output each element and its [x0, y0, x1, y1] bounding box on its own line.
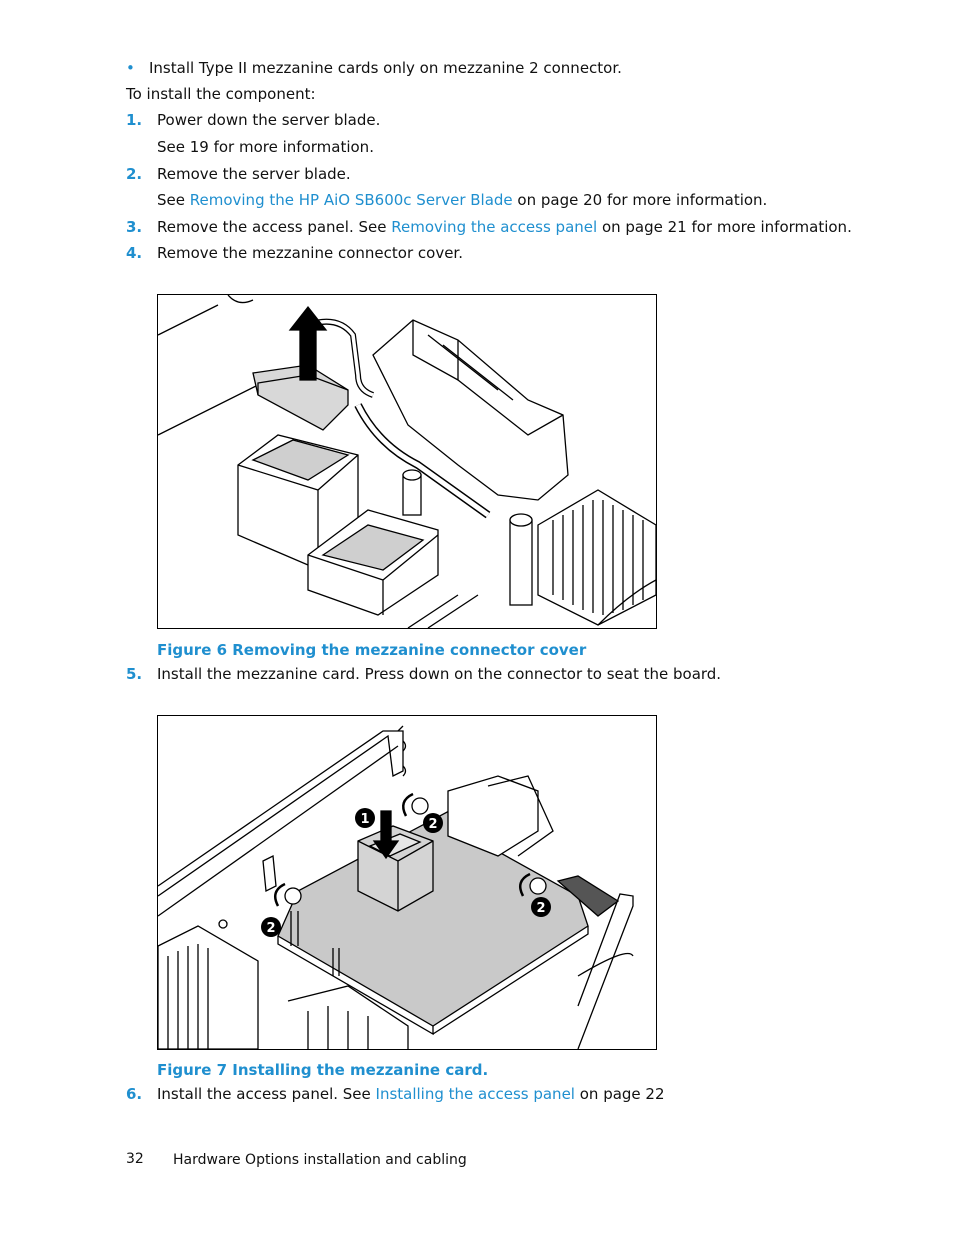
- intro-text: To install the component:: [126, 85, 316, 103]
- callout-1: [355, 808, 375, 828]
- step-number: 1.: [126, 111, 143, 129]
- step-text-pre: Remove the access panel. See: [157, 218, 392, 236]
- step-subtext: See 19 for more information.: [157, 138, 374, 156]
- figure-6-illustration: [157, 294, 657, 629]
- step-number: 3.: [126, 218, 143, 236]
- step-text: Install the mezzanine card. Press down on the connector to seat the board.: [157, 665, 722, 683]
- step-subtext-post: on page 20 for more information.: [512, 191, 768, 209]
- bullet-item: [126, 59, 135, 77]
- step-text-post: on page 21 for more information.: [597, 218, 852, 236]
- step-number: 5.: [126, 665, 143, 683]
- step-text: Power down the server blade.: [157, 111, 381, 129]
- step-text-post: on page 22: [574, 1085, 665, 1103]
- callout-2: [261, 917, 281, 937]
- svg-text:2: 2: [428, 817, 438, 832]
- step-number: 4.: [126, 244, 143, 262]
- mezzanine-card-drawing: [158, 716, 656, 1049]
- svg-text:2: 2: [266, 921, 276, 936]
- step-subtext-pre: See: [157, 191, 190, 209]
- callout-2: [423, 813, 443, 833]
- callout-2: [531, 897, 551, 917]
- step-text: [157, 218, 852, 236]
- page-number: 32: [126, 1151, 144, 1167]
- svg-text:1: 1: [360, 812, 370, 827]
- bullet-marker: •: [126, 59, 135, 77]
- footer-section-title: Hardware Options installation and cabling: [173, 1152, 467, 1168]
- link-removing-server-blade[interactable]: Removing the HP AiO SB600c Server Blade: [189, 191, 513, 209]
- step-text-pre: Install the access panel. See: [157, 1085, 376, 1103]
- bullet-text: Install Type II mezzanine cards only on mezzanine 2 connector.: [149, 59, 622, 77]
- step-subtext: [157, 191, 767, 209]
- link-installing-access-panel[interactable]: Installing the access panel: [375, 1085, 575, 1103]
- step-number: 2.: [126, 165, 143, 183]
- mezzanine-cover-drawing: [158, 295, 656, 628]
- link-removing-access-panel[interactable]: Removing the access panel: [391, 218, 598, 236]
- step-number: 6.: [126, 1085, 143, 1103]
- step-text: [157, 1085, 665, 1103]
- figure-6-caption: Figure 6 Removing the mezzanine connector cover: [157, 641, 587, 659]
- step-text: Remove the mezzanine connector cover.: [157, 244, 463, 262]
- step-text: Remove the server blade.: [157, 165, 351, 183]
- figure-7-caption: Figure 7 Installing the mezzanine card.: [157, 1061, 489, 1079]
- figure-7-illustration: [157, 715, 657, 1050]
- svg-text:2: 2: [536, 901, 546, 916]
